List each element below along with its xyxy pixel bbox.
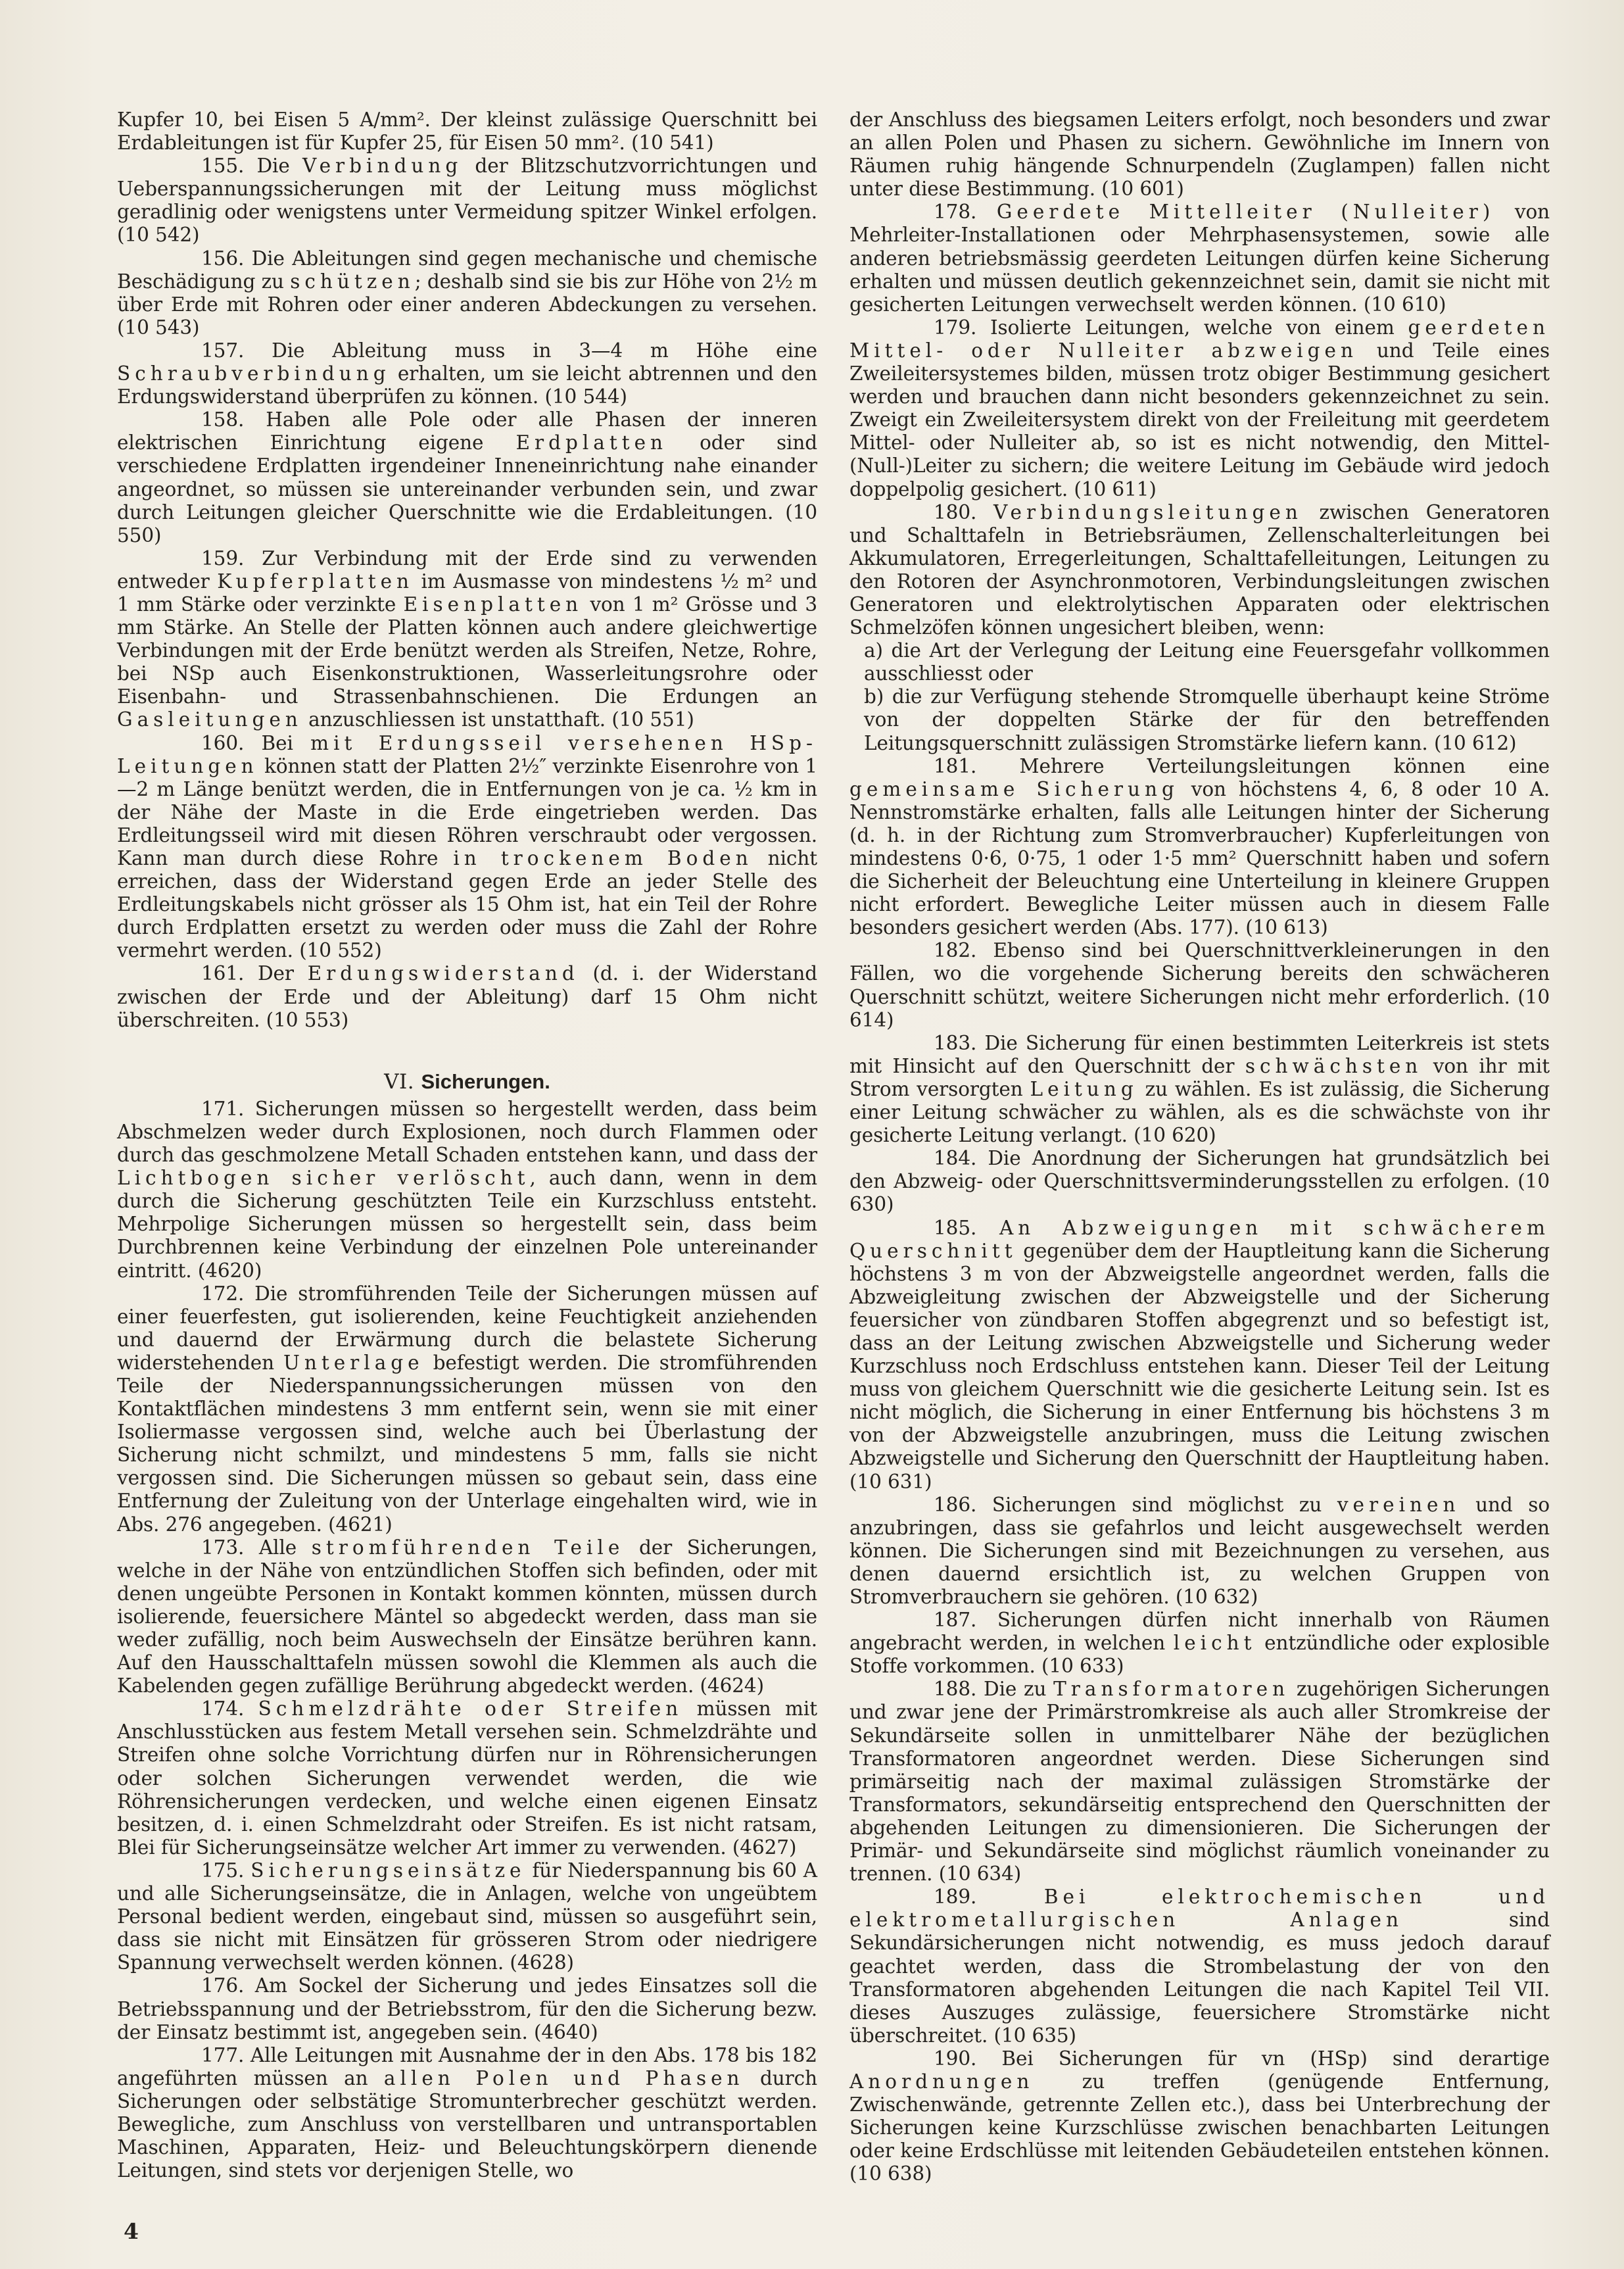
paragraph-188: 188. Die zu Transformatoren zugehörigen Sicherungen und zwar jene der Primärstromkreise als auch aller Stromkreise der Sekundärseite sollen in unmittelbarer Nähe der bezüglichen Transformatoren angeordnet werden. Diese Sicherungen sind primärseitig nach der maximal zulässigen Stromstärke der Transformators, sekundärseitig entsprechend den Querschnitten der abgehenden Leitungen zu dimensionieren. Die Sicherungen der Primär- und Sekundärseite sind möglichst räumlich voneinander zu trennen. (10 634) xyxy=(849,1678,1550,1886)
section-title: Sicherungen. xyxy=(421,1069,550,1093)
paragraph-173: 173. Alle stromführenden Teile der Sicherungen, welche in der Nähe von entzündlichen Stoffen sich befinden, oder mit denen ungeübte Personen in Kontakt kommen könnten, müssen durch isolierende, feuersichere Mäntel so abgedeckt werden, dass man sie weder zufällig, noch beim Auswechseln der Einsätze berühren kann. Auf den Hausschalttafeln müssen sowohl die Klemmen als auch die Kabelenden gegen zufällige Berührung abgedeckt werden. (4624) xyxy=(117,1536,817,1697)
paragraph-180: 180. Verbindungsleitungen zwischen Generatoren und Schalttafeln in Betriebsräumen, Zellenschalterleitungen bei Akkumulatoren, Erregerleitungen, Schalttafelleitungen, Leitungen zu den Rotoren der Asynchronmotoren, Verbindungsleitungen zwischen Generatoren und elektrolytischen Apparaten oder elektrischen Schmelzöfen können ungesichert bleiben, wenn: xyxy=(849,500,1550,639)
paragraph-158: 158. Haben alle Pole oder alle Phasen der inneren elektrischen Einrichtung eigene Erdplatten oder sind verschiedene Erdplatten irgendeiner Inneneinrichtung nahe einander angeordnet, so müssen sie untereinander verbunden sein, und zwar durch Leitungen gleicher Querschnitte wie die Erdableitungen. (10 550) xyxy=(117,408,818,547)
paragraph-175: 175. Sicherungseinsätze für Niederspannung bis 60 A und alle Sicherungseinsätze, die in Anlagen, welche von ungeübtem Personal bedient werden, eingebaut sind, müssen so ausgeführt sein, dass sie nicht mit Einsätzen für grösseren Strom oder niedrigere Spannung verwechselt werden können. (4628) xyxy=(117,1859,818,1974)
paragraph-155: 155. Die Verbindung der Blitzschutzvorrichtungen und Ueberspannungssicherungen mit der Leitung muss möglichst geradlinig oder wenigstens unter Vermeidung spitzer Winkel erfolgen. (10 542) xyxy=(117,155,817,247)
paragraph-189: 189. Bei elektrochemischen und elektrometallurgischen Anlagen sind Sekundärsicherungen nicht notwendig, es muss jedoch darauf geachtet werden, dass die Strombelastung der von den Transformatoren abgehenden Leitungen die nach Kapitel Teil VII. dieses Auszuges zulässige, feuersichere Stromstärke nicht überschreitet. (10 635) xyxy=(849,1886,1550,2047)
list-item-180b: b) die zur Verfügung stehende Stromquelle überhaupt keine Ströme von der doppelten Stärke der für den betreffenden Leitungsquerschnitt zulässigen Stromstärke liefern kann. (10 612) xyxy=(864,685,1550,754)
paragraph-176: 176. Am Sockel der Sicherung und jedes Einsatzes soll die Betriebsspannung und der Betriebsstrom, für den die Sicherung bezw. der Einsatz bestimmt ist, angegeben sein. (4640) xyxy=(117,1974,817,2043)
paragraph-177-continued: der Anschluss des biegsamen Leiters erfolgt, noch besonders und zwar an allen Polen und Phasen zu sichern. Gewöhnliche im Innern von Räumen ruhig hängende Schnurpendeln (Zuglampen) fallen nicht unter diese Bestimmung. (10 601) xyxy=(849,109,1550,201)
paragraph-174: 174. Schmelzdrähte oder Streifen müssen mit Anschlusstücken aus festem Metall versehen sein. Schmelzdrähte und Streifen ohne solche Vorrichtung dürfen nur in Röhrensicherungen oder solchen Sicherungen verwendet werden, die wie Röhrensicherungen verdecken, und welche einen eigenen Einsatz besitzen, d. i. einen Schmelzdraht oder Streifen. Es ist nicht ratsam, Blei für Sicherungseinsätze welcher Art immer zu verwenden. (4627) xyxy=(117,1697,817,1859)
paragraph-178: 178. Geerdete Mittelleiter (Nulleiter) von Mehrleiter-Installationen oder Mehrphasensystemen, sowie alle anderen betriebsmässig geerdeten Leitungen dürfen keine Sicherung erhalten und müssen deutlich gekennzeichnet sein, damit sie nicht mit gesicherten Leitungen verwechselt werden können. (10 610) xyxy=(849,201,1550,316)
paragraph-179: 179. Isolierte Leitungen, welche von einem geerdeten Mittel- oder Nulleiter abzweigen und Teile eines Zweileitersystemes bilden, müssen trotz obiger Bestimmung gesichert werden und brauchen dann nicht besonders gekennzeichnet zu sein. Zweigt ein Zweileitersystem direkt von der Freileitung mit geerdetem Mittel- oder Nulleiter ab, so ist es nicht notwendig, den Mittel-(Null-)Leiter zu sichern; die weitere Leitung im Gebäude wird jedoch doppelpolig gesichert. (10 611) xyxy=(849,316,1550,500)
paragraph-172: 172. Die stromführenden Teile der Sicherungen müssen auf einer feuerfesten, gut isolierenden, keine Feuchtigkeit anziehenden und dauernd der Erwärmung durch die belastete Sicherung widerstehenden Unterlage befestigt werden. Die stromführenden Teile der Niederspannungssicherungen müssen von den Kontaktflächen mindestens 3 mm entfernt sein, wenn sie mit einer Isoliermasse vergossen sind, welche auch bei Überlastung der Sicherung nicht schmilzt, und mindestens 5 mm, falls sie nicht vergossen sind. Die Sicherungen müssen so gebaut sein, dass eine Entfernung der Zuleitung von der Unterlage eingehalten wird, wie in Abs. 276 angegeben. (4621) xyxy=(117,1282,817,1536)
paragraph-182: 182. Ebenso sind bei Querschnittverkleinerungen in den Fällen, wo die vorgehende Sicherung bereits den schwächeren Querschnitt schützt, weitere Sicherungen nicht mehr erforderlich. (10 614) xyxy=(849,939,1550,1031)
list-item-180a: a) die Art der Verlegung der Leitung eine Feuersgefahr vollkommen ausschliesst oder xyxy=(864,639,1550,685)
paragraph-187: 187. Sicherungen dürfen nicht innerhalb von Räumen angebracht werden, in welchen leicht entzündliche oder explosible Stoffe vorkommen. (10 633) xyxy=(849,1609,1550,1678)
paragraph-159: 159. Zur Verbindung mit der Erde sind zu verwenden entweder Kupferplatten im Ausmasse von mindestens ½ m² und 1 mm Stärke oder verzinkte Eisenplatten von 1 m² Grösse und 3 mm Stärke. An Stelle der Platten können auch andere gleichwertige Verbindungen mit der Erde benützt werden als Streifen, Netze, Rohre, bei NSp auch Eisenkonstruktionen, Wasserleitungsrohre oder Eisenbahn- und Strassenbahnschienen. Die Erdungen an Gasleitungen anzuschliessen ist unstatthaft. (10 551) xyxy=(117,547,817,731)
paragraph-156: 156. Die Ableitungen sind gegen mechanische und chemische Beschädigung zu schützen; deshalb sind sie bis zur Höhe von 2½ m über Erde mit Rohren oder einer anderen Abdeckungen zu versehen. (10 543) xyxy=(117,247,818,339)
paragraph-154-continued: Kupfer 10, bei Eisen 5 A/mm². Der kleinst zulässige Querschnitt bei Erdableitungen ist für Kupfer 25, für Eisen 50 mm². (10 541) xyxy=(117,109,817,155)
section-numeral: VI. xyxy=(384,1069,415,1094)
paragraph-171: 171. Sicherungen müssen so hergestellt werden, dass beim Abschmelzen weder durch Explosionen, noch durch Flammen oder durch das geschmolzene Metall Schaden entstehen kann, und dass der Lichtbogen sicher verlöscht, auch dann, wenn in dem durch die Sicherung geschützten Teile ein Kurzschluss entsteht. Mehrpolige Sicherungen müssen so hergestellt sein, dass beim Durchbrennen keine Verbindung der einzelnen Pole untereinander eintritt. (4620) xyxy=(117,1097,818,1282)
page-number: 4 xyxy=(124,2218,139,2244)
paragraph-184: 184. Die Anordnung der Sicherungen hat grundsätzlich bei den Abzweig- oder Querschnittsverminderungsstellen zu erfolgen. (10 630) xyxy=(849,1147,1550,1216)
paragraph-185: 185. An Abzweigungen mit schwächerem Querschnitt gegenüber dem der Hauptleitung kann die Sicherung höchstens 3 m von der Abzweigstelle angeordnet werden, falls die Abzweigleitung zwischen der Abzweigstelle und der Sicherung feuersicher von zündbaren Stoffen abgegrenzt und so befestigt ist, dass an der Leitung zwischen Abzweigstelle und Sicherung weder Kurzschluss noch Erdschluss entstehen kann. Dieser Teil der Leitung muss von gleichem Querschnitt wie die gesicherte Leitung sein. Ist es nicht möglich, die Sicherung in einer Entfernung bis höchstens 3 m von der Abzweigstelle anzubringen, muss die Leitung zwischen Abzweigstelle und Sicherung den Querschnitt der Hauptleitung haben. (10 631) xyxy=(849,1216,1550,1493)
paragraph-183: 183. Die Sicherung für einen bestimmten Leiterkreis ist stets mit Hinsicht auf den Querschnitt der schwächsten von ihr mit Strom versorgten Leitung zu wählen. Es ist zulässig, die Sicherung einer Leitung schwächer zu wählen, als es die schwächste von ihr gesicherte Leitung verlangt. (10 620) xyxy=(849,1031,1550,1147)
left-column xyxy=(117,109,817,2182)
paragraph-161: 161. Der Erdungswiderstand (d. i. der Widerstand zwischen der Erde und der Ableitung) darf 15 Ohm nicht überschreiten. (10 553) xyxy=(117,962,817,1031)
paragraph-157: 157. Die Ableitung muss in 3—4 m Höhe eine Schraubverbindung erhalten, um sie leicht abtrennen und den Erdungswiderstand überprüfen zu können. (10 544) xyxy=(117,339,817,408)
paragraph-181: 181. Mehrere Verteilungsleitungen können eine gemeinsame Sicherung von höchstens 4, 6, 8 oder 10 A. Nennstromstärke erhalten, falls alle Leitungen hinter der Sicherung (d. h. in der Richtung zum Stromverbraucher) Kupferleitungen von mindestens 0·6, 0·75, 1 oder 1·5 mm² Querschnitt haben und sofern die Sicherheit der Beleuchtung eine Unterteilung in kleinere Gruppen nicht erfordert. Bewegliche Leiter müssen auch in diesem Falle besonders gesichert werden (Abs. 177). (10 613) xyxy=(849,754,1550,939)
section-heading xyxy=(117,1070,817,1094)
right-column xyxy=(849,109,1550,2185)
paragraph-160: 160. Bei mit Erdungsseil versehenen HSp-Leitungen können statt der Platten 2½″ verzinkte Eisenrohre von 1—2 m Länge benützt werden, die in Entfernungen von je ca. ½ km in der Nähe der Maste in die Erde eingetrieben werden. Das Erdleitungsseil wird mit diesen Röhren verschraubt oder vergossen. Kann man durch diese Rohre in trockenem Boden nicht erreichen, dass der Widerstand gegen Erde an jeder Stelle des Erdleitungskabels nicht grösser als 15 Ohm ist, hat ein Teil der Rohre durch Erdplatten ersetzt zu werden oder muss die Zahl der Rohre vermehrt werden. (10 552) xyxy=(117,731,817,962)
paragraph-177: 177. Alle Leitungen mit Ausnahme der in den Abs. 178 bis 182 angeführten müssen an allen Polen und Phasen durch Sicherungen oder selbstätige Stromunterbrecher geschützt werden. Bewegliche, zum Anschluss von verstellbaren und untransportablen Maschinen, Apparaten, Heiz- und Beleuchtungskörpern dienende Leitungen, sind stets vor derjenigen Stelle, wo xyxy=(117,2043,817,2182)
paragraph-190: 190. Bei Sicherungen für vn (HSp) sind derartige Anordnungen zu treffen (genügende Entfernung, Zwischenwände, getrennte Zellen etc.), dass bei Unterbrechung der Sicherungen keine Kurzschlüsse zwischen benachbarten Leitungen oder keine Erdschlüsse mit leitenden Gebäudeteilen entstehen können. (10 638) xyxy=(849,2047,1550,2185)
paragraph-186: 186. Sicherungen sind möglichst zu vereinen und so anzubringen, dass sie gefahrlos und leicht ausgewechselt werden können. Die Sicherungen sind mit Bezeichnungen zu versehen, aus denen dauernd ersichtlich ist, zu welchen Gruppen von Stromverbrauchern sie gehören. (10 632) xyxy=(849,1493,1550,1608)
